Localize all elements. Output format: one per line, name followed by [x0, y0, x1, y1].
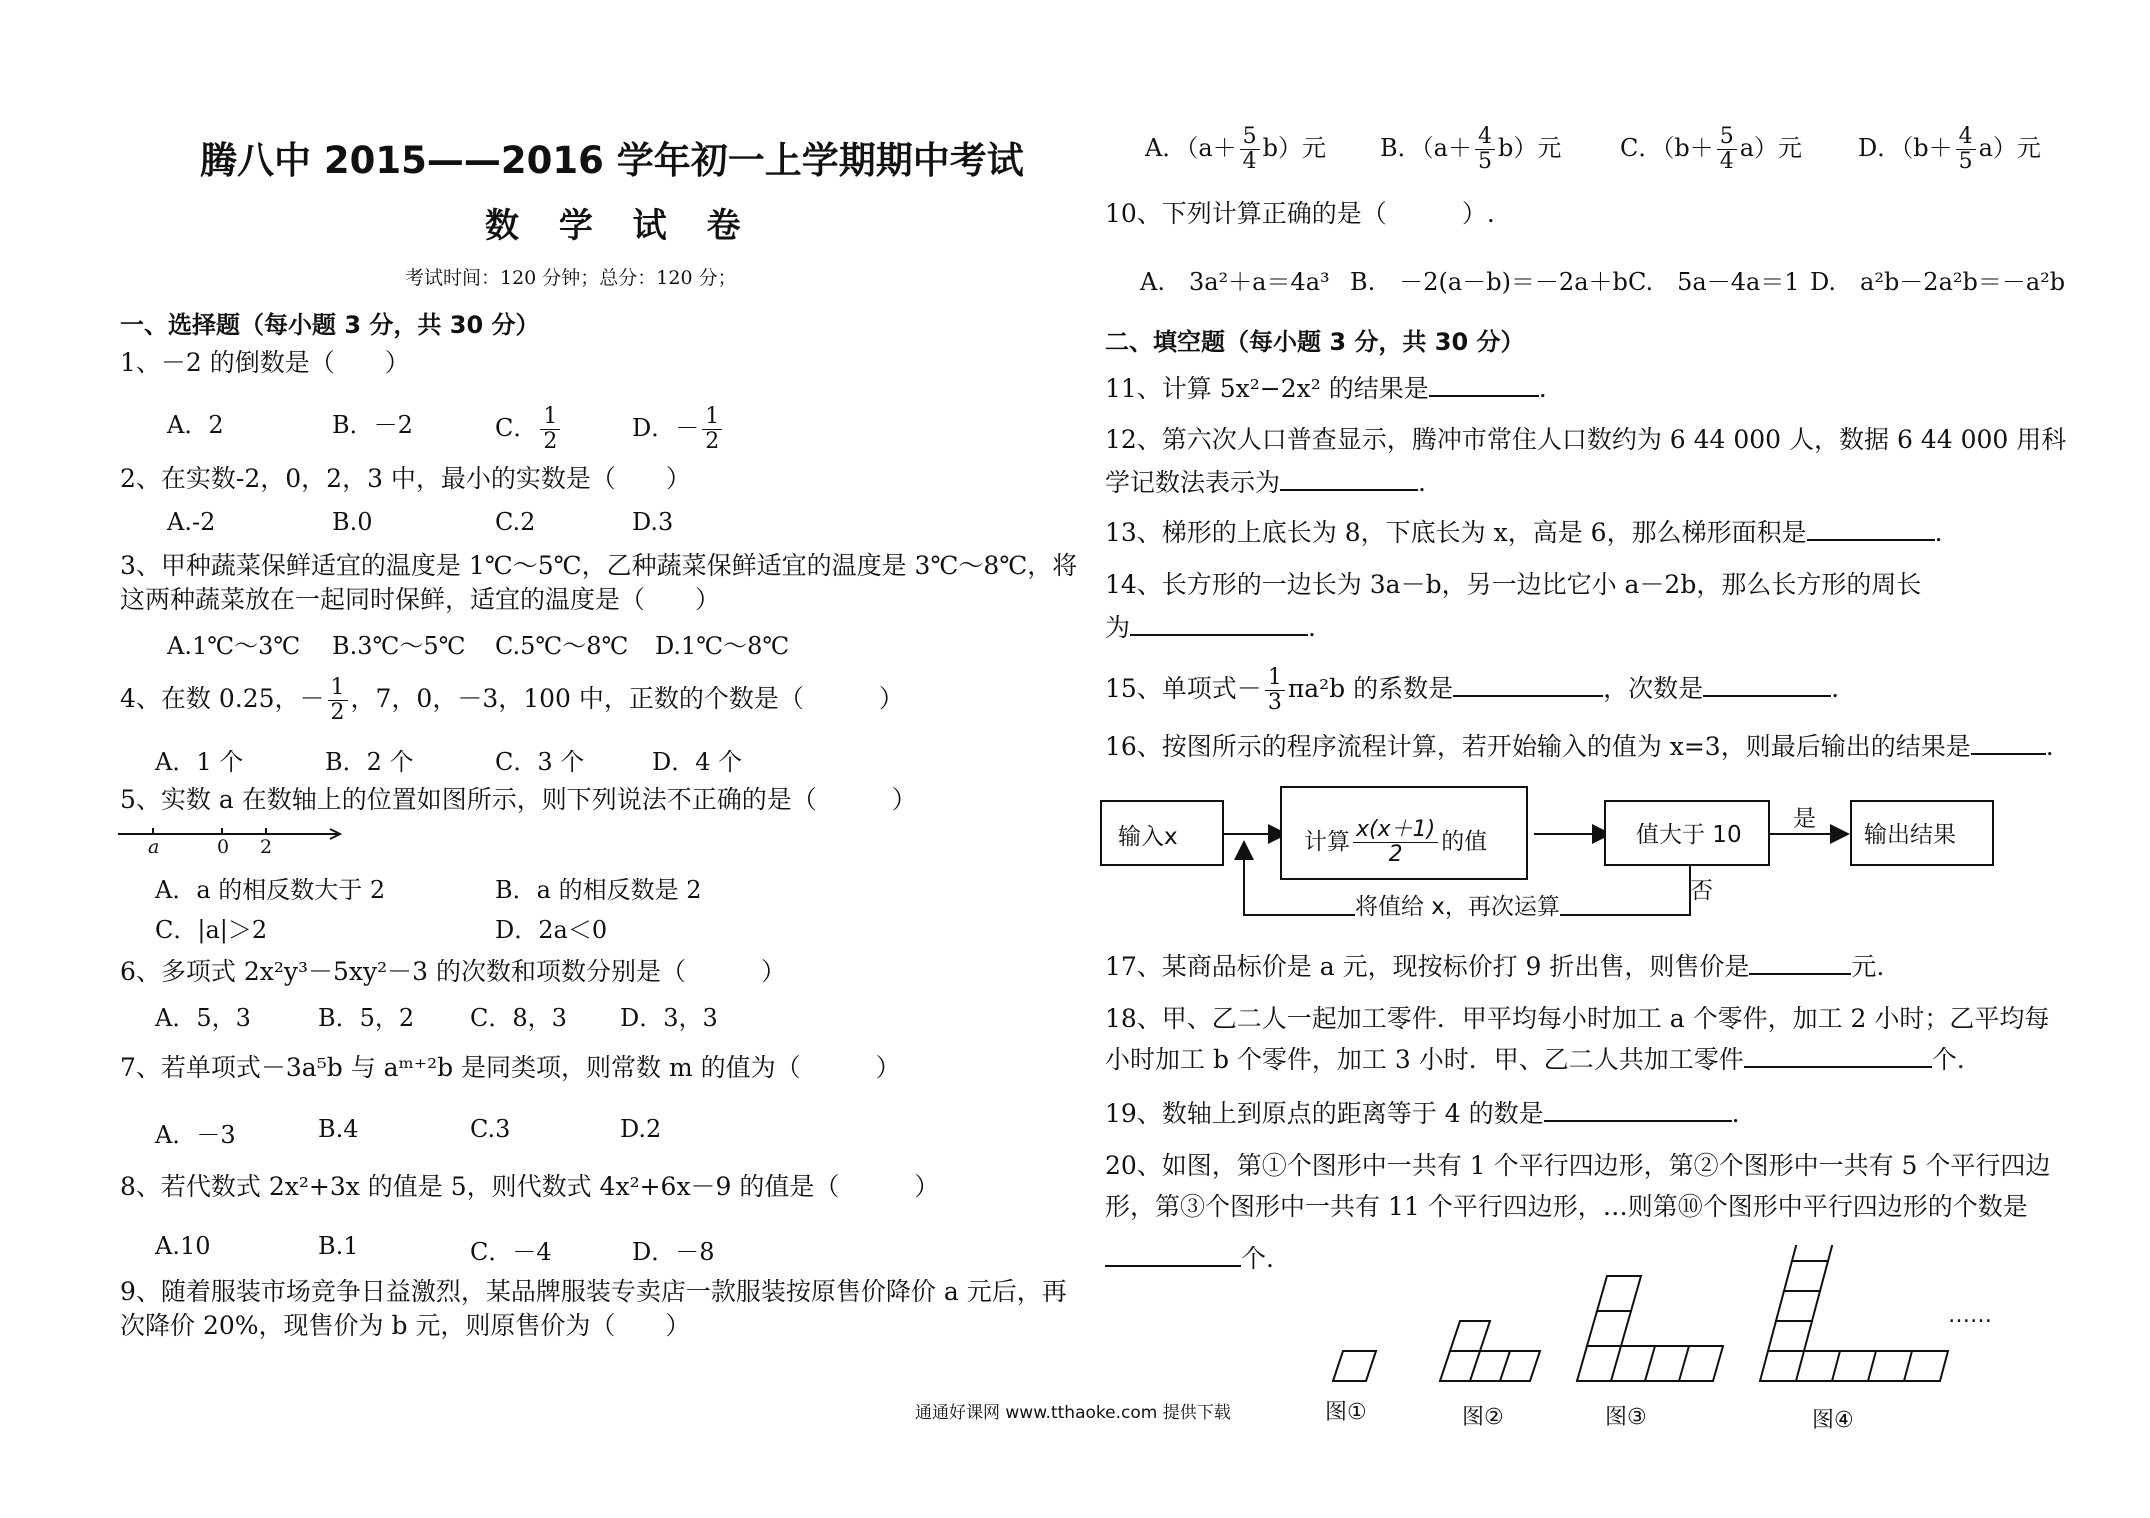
q3-option-b: B.3℃～5℃ [332, 632, 466, 660]
q17-blank[interactable] [1749, 951, 1851, 975]
number-line-label-0: 0 [217, 836, 230, 858]
flow-no-label: 否 [1690, 878, 1713, 904]
figure-ellipsis: …… [1948, 1303, 1992, 1328]
q17: 17、某商品标价是 a 元，现按标价打 9 折出售，则售价是 元. [1105, 952, 1885, 981]
q3-stem-line2: 这两种蔬菜放在一起同时保鲜，适宜的温度是（ ） [120, 585, 721, 614]
figure-label-3: 图③ [1605, 1405, 1647, 1430]
q9-stem-line1: 9、随着服装市场竞争日益激烈，某品牌服装专卖店一款服装按原售价降价 a 元后，再 [120, 1277, 1067, 1306]
q6-option-d: D．3，3 [620, 1004, 718, 1032]
q20-line3: 个. [1105, 1242, 1274, 1276]
parallelogram-figures [1320, 1245, 2020, 1385]
q6-option-a: A．5，3 [155, 1004, 251, 1032]
q3-option-c: C.5℃～8℃ [495, 632, 629, 660]
q7-option-c: C.3 [470, 1115, 511, 1143]
q7-stem: 7、若单项式－3a⁵b 与 aᵐ⁺²b 是同类项，则常数 m 的值为（ ） [120, 1053, 901, 1082]
q18-blank[interactable] [1744, 1044, 1932, 1068]
q7-option-b: B.4 [318, 1115, 359, 1143]
q10-option-a: A. 3a²＋a＝4a³ [1140, 268, 1330, 296]
q20-blank[interactable] [1105, 1243, 1241, 1267]
q12-line2: 学记数法表示为 . [1105, 468, 1426, 497]
number-line-label-2: 2 [260, 836, 273, 858]
q14-line1: 14、长方形的一边长为 3a－b，另一边比它小 a－2b，那么长方形的周长 [1105, 570, 1922, 599]
q5-option-c: C．|a|＞2 [155, 916, 268, 944]
q3-option-a: A.1℃～3℃ [167, 632, 301, 660]
q4-option-b: B．2 个 [325, 748, 414, 776]
q4-stem: 4、在数 0.25，－ $\frac{1}{2}$ ，7，0，－3，100 中，正数的个数是（ ） [120, 675, 904, 725]
exam-info: 考试时间：120 分钟；总分：120 分； [405, 267, 737, 289]
q20-line2: 形，第③个图形中一共有 11 个平行四边形，…则第⑩个图形中平行四边形的个数是 [1105, 1192, 2028, 1221]
page-subtitle: 数 学 试 卷 [485, 206, 755, 246]
page-title: 腾八中 2015——2016 学年初一上学期期中考试 [200, 139, 1024, 182]
figure-1-drawing [1333, 1351, 1376, 1381]
q6-option-b: B．5，2 [318, 1004, 415, 1032]
q14-blank[interactable] [1130, 612, 1308, 636]
q8-option-a: A.10 [155, 1232, 211, 1260]
q7-option-a: A．－3 [155, 1121, 236, 1149]
q9-option-d: D．（b＋ $\frac{4}{5}$ a）元 [1858, 124, 2041, 174]
q1-option-b: B．－2 [332, 411, 413, 439]
q13-blank[interactable] [1807, 517, 1935, 541]
q9-option-a: A．（a＋ $\frac{5}{4}$ b）元 [1145, 124, 1327, 174]
q20-line1: 20、如图，第①个图形中一共有 1 个平行四边形，第②个图形中一共有 5 个平行四边 [1105, 1151, 2051, 1180]
q11-blank[interactable] [1429, 373, 1539, 397]
q8-option-c: C．－4 [470, 1238, 552, 1266]
q10-option-c: C. 5a－4a＝1 [1628, 268, 1800, 296]
q4-option-c: C．3 个 [495, 748, 585, 776]
number-line-label-a: a [148, 836, 160, 858]
q5-option-b: B．a 的相反数是 2 [495, 876, 702, 904]
q10-stem: 10、下列计算正确的是（ ）. [1105, 199, 1495, 228]
q10-option-b: B. －2(a－b)＝－2a＋b [1350, 268, 1628, 296]
q12-blank[interactable] [1280, 467, 1418, 491]
q18-line2: 小时加工 b 个零件，加工 3 小时．甲、乙二人共加工零件 个. [1105, 1045, 1965, 1074]
q15-blank-coefficient[interactable] [1453, 673, 1603, 697]
q18-line1: 18、甲、乙二人一起加工零件．甲平均每小时加工 a 个零件，加工 2 小时；乙平均每 [1105, 1004, 2050, 1033]
footer-source: 通通好课网 www.tthaoke.com 提供下载 [915, 1403, 1231, 1423]
q2-option-c: C.2 [495, 508, 536, 536]
flow-loop-label: 将值给 x，再次运算 [1355, 888, 1560, 921]
q6-option-c: C．8，3 [470, 1004, 567, 1032]
q7-option-d: D.2 [620, 1115, 662, 1143]
q1-stem: 1、－2 的倒数是（ ） [120, 348, 410, 377]
flow-output-box: 输出结果 [1850, 800, 1994, 866]
figure-label-2: 图② [1462, 1405, 1504, 1430]
q13: 13、梯形的上底长为 8，下底长为 x，高是 6，那么梯形面积是 . [1105, 518, 1943, 547]
q5-option-d: D．2a＜0 [495, 916, 608, 944]
flow-condition-box: 值大于 10 [1604, 800, 1770, 866]
q3-stem-line1: 3、甲种蔬菜保鲜适宜的温度是 1℃～5℃，乙种蔬菜保鲜适宜的温度是 3℃～8℃，将 [120, 551, 1078, 580]
flow-calc-box [1280, 786, 1528, 880]
q15: 15、单项式－ $\frac{1}{3}$ πa²b 的系数是 ，次数是 . [1105, 665, 1840, 715]
q11: 11、计算 5x²−2x² 的结果是 . [1105, 374, 1547, 403]
flow-calc: 计算 $\frac{x(x+1)}{2}$ 的值 [1304, 817, 1488, 867]
section2-heading: 二、填空题（每小题 3 分，共 30 分） [1105, 328, 1525, 356]
q19-blank[interactable] [1544, 1098, 1732, 1122]
q10-option-d: D. a²b－2a²b＝－a²b [1810, 268, 2066, 296]
q8-option-d: D．－8 [632, 1238, 715, 1266]
flow-yes-label: 是 [1793, 806, 1816, 832]
q2-stem: 2、在实数-2，0，2，3 中，最小的实数是（ ） [120, 464, 691, 493]
figure-2-drawing [1440, 1321, 1540, 1381]
q19: 19、数轴上到原点的距离等于 4 的数是 . [1105, 1099, 1740, 1128]
q8-option-b: B.1 [318, 1232, 359, 1260]
q9-option-c: C．（b＋ $\frac{5}{4}$ a）元 [1620, 124, 1803, 174]
q16-blank[interactable] [1971, 731, 2046, 755]
q16: 16、按图所示的程序流程计算，若开始输入的值为 x=3，则最后输出的结果是 . [1105, 732, 2054, 761]
q3-option-d: D.1℃～8℃ [655, 632, 790, 660]
q15-blank-degree[interactable] [1703, 673, 1831, 697]
q2-option-d: D.3 [632, 508, 674, 536]
q9-stem-line2: 次降价 20%，现售价为 b 元，则原售价为（ ） [120, 1311, 691, 1340]
q5-stem: 5、实数 a 在数轴上的位置如图所示，则下列说法不正确的是（ ） [120, 785, 917, 814]
section1-heading: 一、选择题（每小题 3 分，共 30 分） [120, 311, 540, 339]
q12-line1: 12、第六次人口普查显示，腾冲市常住人口数约为 6 44 000 人，数据 6 44 000 用科 [1105, 425, 2067, 454]
q6-stem: 6、多项式 2x²y³－5xy²－3 的次数和项数分别是（ ） [120, 957, 787, 986]
q2-option-a: A.-2 [167, 508, 216, 536]
figure-4-drawing [1760, 1245, 1948, 1381]
q2-option-b: B.0 [332, 508, 373, 536]
figure-3-drawing [1577, 1276, 1723, 1381]
q1-option-a: A．2 [167, 411, 224, 439]
q4-option-a: A．1 个 [155, 748, 244, 776]
q9-option-b: B．（a＋ $\frac{4}{5}$ b）元 [1380, 124, 1562, 174]
q14-line2: 为 . [1105, 613, 1316, 642]
q1-option-d: D．－ $\frac{1}{2}$ [632, 405, 725, 454]
q8-stem: 8、若代数式 2x²+3x 的值是 5，则代数式 4x²+6x－9 的值是（ ） [120, 1172, 940, 1201]
figure-label-1: 图① [1325, 1400, 1367, 1425]
q1-option-c: C． $\frac{1}{2}$ [495, 405, 563, 454]
q4-option-d: D．4 个 [652, 748, 743, 776]
figure-label-4: 图④ [1812, 1408, 1854, 1433]
q5-option-a: A．a 的相反数大于 2 [155, 876, 386, 904]
flow-input-box: 输入x [1100, 800, 1224, 866]
